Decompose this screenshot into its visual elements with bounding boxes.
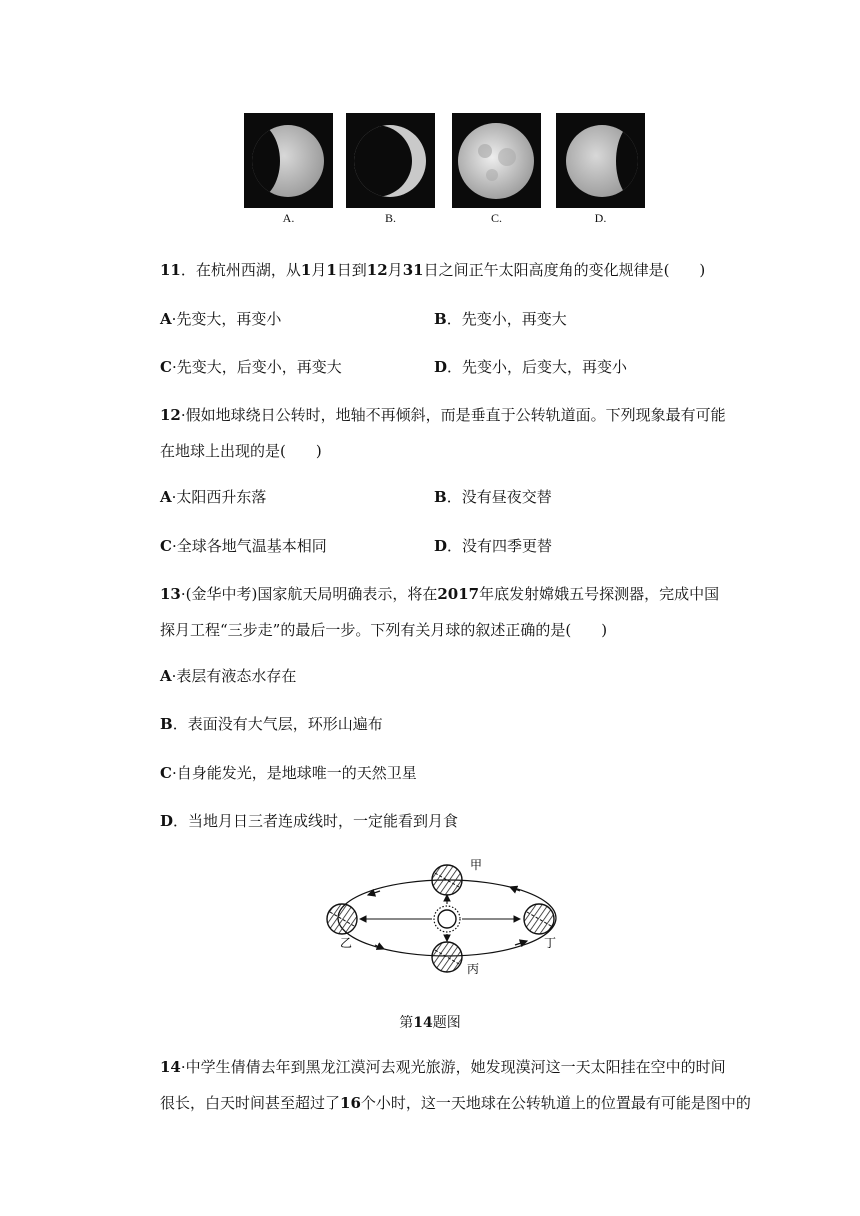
earth-bing-icon [432,942,462,972]
question-number: 14 [160,1058,181,1076]
moon-label-a: A. [282,211,295,225]
moon-option-c [452,113,541,226]
label-jia: 甲 [470,858,483,872]
question-number: 11 [160,261,181,279]
earth-jia-icon [432,865,462,895]
moon-label-c: C. [490,211,502,225]
q13-option-a[interactable]: A·表层有液态水存在 [160,667,297,685]
label-bing: 丙 [467,962,480,976]
question-14-line1: 14·中学生倩倩去年到黑龙江漠河去观光旅游，她发现漠河这一天太阳挂在空中的时间 [160,1058,726,1076]
q13-option-c[interactable]: C·自身能发光，是地球唯一的天然卫星 [160,764,417,782]
question-12-line2: 在地球上出现的是( ) [160,442,322,460]
q11-option-b[interactable]: B．先变小，再变大 [434,310,567,328]
question-11: 11．在杭州西湖，从1月1日到12月31日之间正午太阳高度角的变化规律是( ) [160,261,706,279]
label-ding: 丁 [544,936,557,950]
moon-label-b: B. [384,211,396,225]
question-14-line2: 很长，白天时间甚至超过了16个小时，这一天地球在公转轨道上的位置最有可能是图中的 [160,1094,751,1112]
moon-option-b [346,113,435,226]
waning-gibbous-moon-icon [556,113,645,208]
earth-ding-icon [524,904,554,934]
earth-orbit-diagram [320,855,570,985]
label-yi: 乙 [340,936,353,950]
earth-yi-icon [327,904,357,934]
moon-option-a [244,113,333,226]
q11-option-c[interactable]: C·先变大，后变小，再变大 [160,358,342,376]
q12-option-b[interactable]: B．没有昼夜交替 [434,488,552,506]
q13-option-b[interactable]: B．表面没有大气层，环形山遍布 [160,715,383,733]
q12-option-d[interactable]: D．没有四季更替 [434,537,553,555]
figure-caption: 第14题图 [399,1015,461,1031]
q11-option-d[interactable]: D．先变小，后变大，再变小 [434,358,628,376]
sun-icon [434,906,460,932]
question-12-line1: 12·假如地球绕日公转时，地轴不再倾斜，而是垂直于公转轨道面。下列现象最有可能 [160,406,726,424]
crescent-moon-icon [346,113,435,208]
question-13-line2: 探月工程“三步走”的最后一步。下列有关月球的叙述正确的是( ) [160,621,608,639]
q12-option-a[interactable]: A·太阳西升东落 [160,488,267,506]
q11-option-a[interactable]: A·先变大，再变小 [160,310,282,328]
question-number: 13 [160,585,181,603]
waxing-gibbous-moon-icon [244,113,333,208]
moon-option-d [556,113,645,226]
full-moon-icon [452,113,541,208]
moon-label-d: D. [594,211,607,225]
q13-option-d[interactable]: D．当地月日三者连成线时，一定能看到月食 [160,812,459,830]
question-number: 12 [160,406,181,424]
moon-phase-figure [244,113,646,231]
q12-option-c[interactable]: C·全球各地气温基本相同 [160,537,327,555]
question-13-line1: 13·(金华中考)国家航天局明确表示，将在2017年底发射嫦娥五号探测器，完成中国 [160,585,720,603]
